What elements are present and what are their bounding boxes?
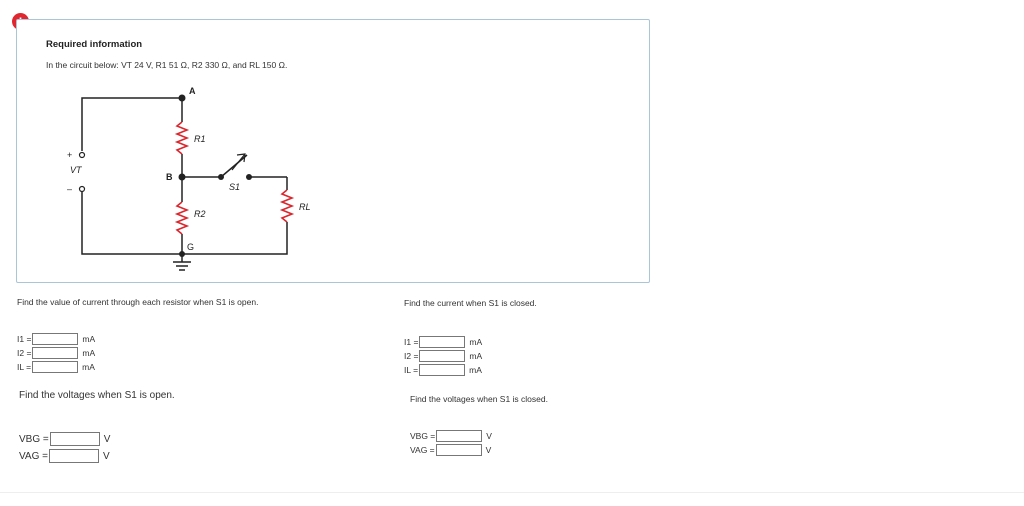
- required-information-title: Required information: [46, 39, 143, 50]
- closed-il-label: IL =: [404, 365, 419, 375]
- open-i2-row: [17, 347, 95, 359]
- closed-i2-label: I2 =: [404, 351, 419, 361]
- closed-i1-unit: mA: [469, 337, 483, 347]
- label-r2: R2: [194, 209, 206, 219]
- open-i2-label: I2 =: [17, 348, 32, 358]
- open-vbg-row: [19, 432, 110, 446]
- terminal-plus: [80, 153, 85, 158]
- closed-currents-prompt: Find the current when S1 is closed.: [404, 298, 537, 308]
- open-vbg-label: VBG =: [19, 433, 49, 445]
- label-a: A: [189, 86, 196, 96]
- closed-il-input[interactable]: [419, 364, 465, 376]
- open-vag-input[interactable]: [49, 449, 99, 463]
- required-information-panel: [16, 19, 650, 283]
- circuit-description: In the circuit below: VT 24 V, R1 51 Ω, R2 330 Ω, and RL 150 Ω.: [46, 60, 288, 70]
- label-vt: VT: [70, 165, 82, 175]
- closed-il-row: [404, 364, 482, 376]
- label-plus: +: [67, 150, 73, 160]
- wire-bottom: [82, 192, 287, 254]
- open-il-input[interactable]: [32, 361, 78, 373]
- label-minus: –: [67, 184, 73, 194]
- switch-contact-right: [246, 174, 252, 180]
- bottom-divider: [0, 492, 1024, 493]
- open-i2-input[interactable]: [32, 347, 78, 359]
- label-s1: S1: [229, 182, 241, 192]
- node-a: [179, 95, 186, 102]
- open-vag-row: [19, 449, 110, 463]
- switch-contact-left: [218, 174, 224, 180]
- open-i1-input[interactable]: [32, 333, 78, 345]
- open-il-label: IL =: [17, 362, 32, 372]
- closed-vbg-label: VBG =: [410, 431, 436, 441]
- open-currents-prompt: Find the value of current through each resistor when S1 is open.: [17, 297, 259, 307]
- closed-vag-row: [410, 444, 491, 456]
- wire-top: [82, 98, 182, 151]
- closed-vag-unit: V: [485, 445, 492, 455]
- open-i1-label: I1 =: [17, 334, 32, 344]
- ground-icon: [173, 262, 191, 270]
- closed-voltages-prompt: Find the voltages when S1 is closed.: [410, 394, 548, 404]
- open-il-unit: mA: [82, 362, 95, 372]
- closed-vbg-input[interactable]: [436, 430, 482, 442]
- closed-i1-label: I1 =: [404, 337, 419, 347]
- closed-i1-row: [404, 336, 482, 348]
- switch-blade: [221, 155, 247, 177]
- resistor-r1: [177, 122, 187, 154]
- node-g: [179, 251, 185, 257]
- open-il-row: [17, 361, 95, 373]
- closed-vag-label: VAG =: [410, 445, 435, 455]
- terminal-minus: [80, 187, 85, 192]
- label-rl: RL: [299, 202, 311, 212]
- circuit-diagram: [47, 72, 311, 282]
- label-r1: R1: [194, 134, 206, 144]
- closed-i2-row: [404, 350, 482, 362]
- closed-vbg-row: [410, 430, 492, 442]
- closed-vbg-unit: V: [486, 431, 492, 441]
- closed-vag-input[interactable]: [436, 444, 482, 456]
- open-vag-unit: V: [103, 450, 110, 462]
- closed-i2-input[interactable]: [419, 350, 465, 362]
- label-b: B: [166, 172, 173, 182]
- resistor-rl: [282, 190, 292, 222]
- open-i1-unit: mA: [82, 334, 96, 344]
- open-i2-unit: mA: [82, 348, 96, 358]
- open-vbg-input[interactable]: [50, 432, 100, 446]
- resistor-r2: [177, 202, 187, 234]
- closed-i1-input[interactable]: [419, 336, 465, 348]
- closed-i2-unit: mA: [469, 351, 483, 361]
- open-vag-label: VAG =: [19, 450, 48, 462]
- closed-il-unit: mA: [469, 365, 482, 375]
- label-g: G: [187, 242, 195, 252]
- open-voltages-prompt: Find the voltages when S1 is open.: [19, 390, 175, 401]
- open-i1-row: [17, 333, 95, 345]
- open-vbg-unit: V: [103, 433, 111, 445]
- node-b: [179, 174, 186, 181]
- switch-arrow-icon: [232, 154, 245, 170]
